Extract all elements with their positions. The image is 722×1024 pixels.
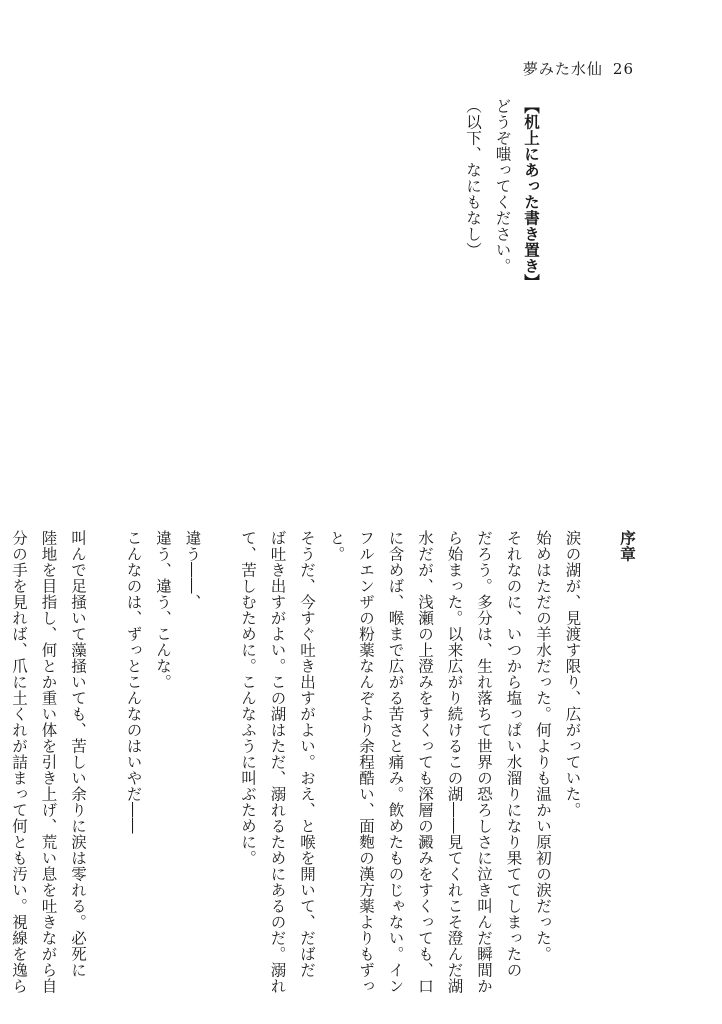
paragraph-line: 水だが、浅瀬の上澄みをすくっても深層の澱みをすくっても、口 xyxy=(416,530,434,994)
paragraph-line: 涙の湖が、見渡す限り、広がっていた。 xyxy=(563,530,582,818)
note-line: （以下、なにもなし） xyxy=(464,98,482,258)
paragraph-line: 違う――、 xyxy=(183,530,202,610)
paragraph-line: 分の手を見れば、爪に土くれが詰まって何とも汚い。視線を逸ら xyxy=(10,530,28,994)
page-number: 26 xyxy=(612,60,634,78)
paragraph-line: こんなのは、ずっとこんなのはいやだ―― xyxy=(124,530,143,834)
paragraph-line: だろう。多分は、生れ落ちて世界の恐ろしさに泣き叫んだ瞬間か xyxy=(475,530,493,994)
chapter-title: 序章 xyxy=(618,530,637,562)
paragraph-line: それなのに、いつから塩っぱい水溜りになり果ててしまったの xyxy=(504,530,523,978)
paragraph-line: フルエンザの粉薬なんぞより余程酷い、面麭の漢方薬よりもずっ xyxy=(357,530,375,994)
note-heading: 【机上にあった書き置き】 xyxy=(522,98,541,290)
paragraph-line: と。 xyxy=(327,530,346,562)
spacer xyxy=(92,530,118,970)
paragraph-line: ば吐き出すがよい。この湖はただ、溺れるためにあるのだ。溺れ xyxy=(268,530,287,994)
paragraph-line: に含めば、喉まで広がる苦さと痛み。飲めたものじゃない。イン xyxy=(386,530,405,994)
running-header xyxy=(523,58,634,79)
paragraph-line: て、苦しむために。こんなふうに叫ぶために。 xyxy=(239,530,257,866)
spacer xyxy=(587,530,613,970)
note-line: どうぞ嗤ってください。 xyxy=(493,98,512,274)
note-block xyxy=(458,98,547,518)
paragraph-line: 叫んで足掻いて藻掻いても、苦しい余りに涙は零れる。必死に xyxy=(69,530,87,978)
paragraph-line: そうだ、今すぐ吐き出すがよい。おえ、と喉を開いて、だばだ xyxy=(298,530,316,978)
paragraph-line: 始めはただの羊水だった。何よりも温かい原初の涙だった。 xyxy=(534,530,552,962)
book-title: 夢みた水仙 xyxy=(522,60,603,78)
paragraph-line: 違う、違う、こんな。 xyxy=(154,530,172,690)
chapter-body xyxy=(4,530,643,994)
paragraph-line: ら始まった。以来広がり続けるこの湖――見てくれこそ澄んだ湖 xyxy=(445,530,464,994)
paragraph-line: 陸地を目指し、何とか重い体を引き上げ、荒い息を吐きながら自 xyxy=(39,530,58,994)
spacer xyxy=(207,530,233,970)
